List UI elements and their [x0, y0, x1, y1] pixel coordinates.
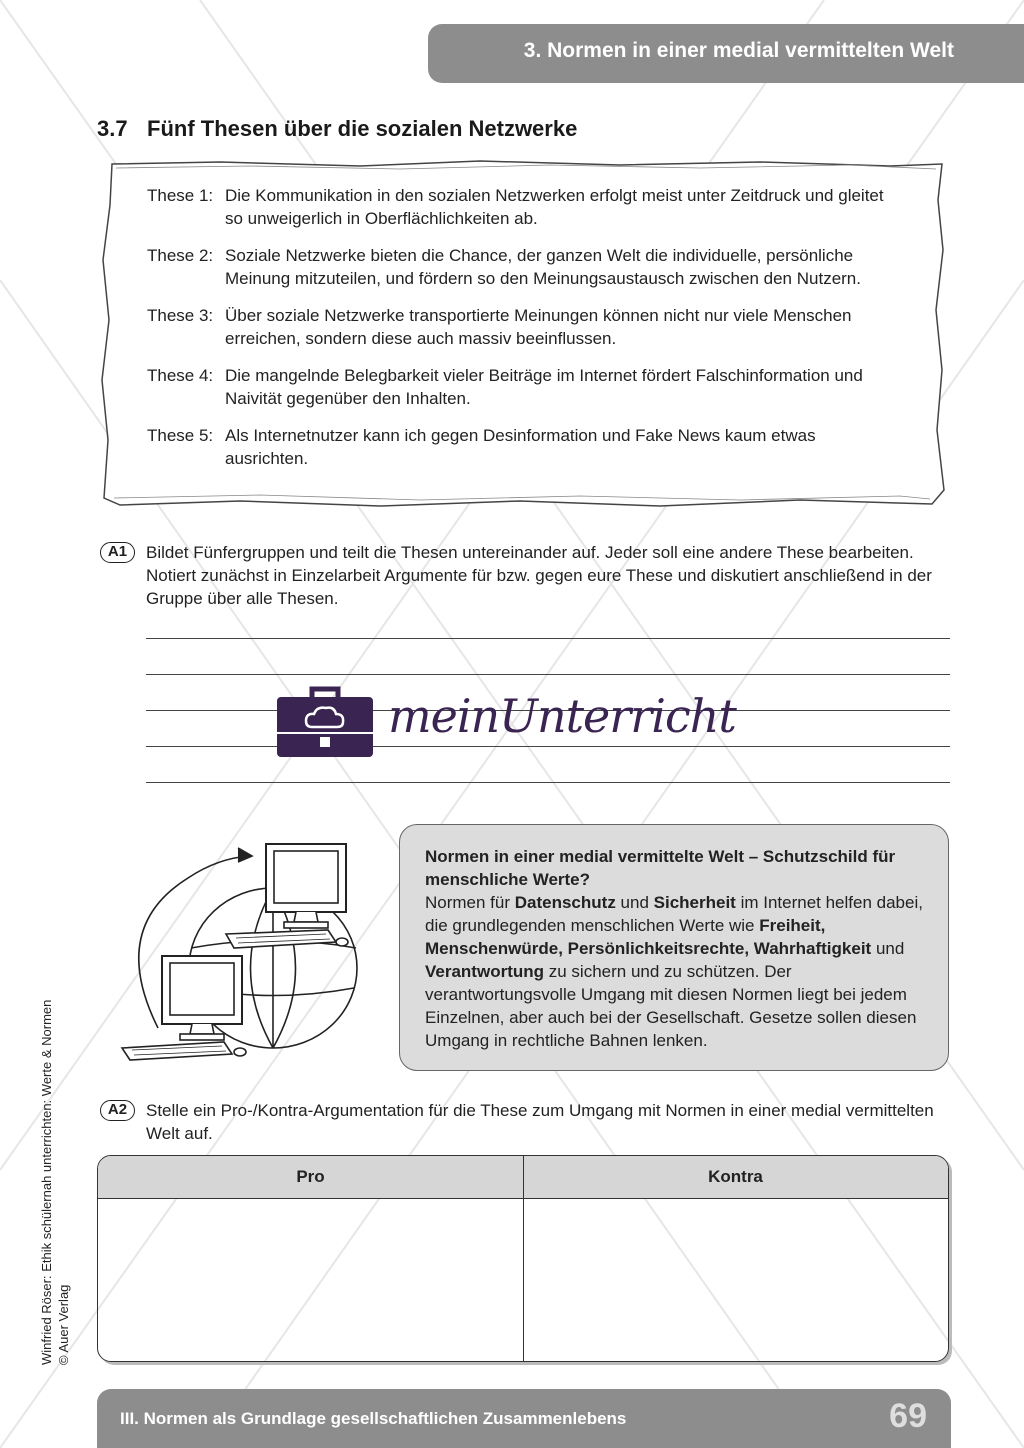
credit-publisher: © Auer Verlag [56, 1284, 71, 1365]
footer-text: III. Normen als Grundlage gesellschaftlichen Zusammenlebens [120, 1409, 627, 1428]
task-a1-badge: A1 [100, 542, 135, 563]
pro-cell[interactable] [98, 1199, 523, 1361]
info-text: und [871, 939, 905, 958]
writing-line[interactable] [146, 674, 950, 675]
these-text: Die mangelnde Belegbarkeit vieler Beiträge im Internet fördert Falschinformation und Naivität gegenüber den Inhalten. [225, 366, 863, 408]
info-bold: Verantwortung [425, 962, 545, 981]
these-item [147, 424, 887, 470]
info-text: zu sichern und zu schützen. Der verantwortungsvolle Umgang mit diesen Normen liegt bei jedem Einzelnen, aber auch bei der Gesellschaft. Gesetze sollen diesen Umgang in rechtliche Bahnen lenken. [425, 962, 917, 1050]
info-bold: Sicherheit [653, 893, 736, 912]
info-text: im Internet helfen dabei, die grundlegenden menschlichen Werte wie [425, 893, 923, 935]
these-item [147, 244, 887, 290]
theses-list [147, 184, 887, 484]
brand-logo [276, 685, 756, 760]
briefcase-cloud-icon [276, 685, 376, 760]
these-label: These 1: [147, 186, 214, 205]
these-text: Soziale Netzwerke bieten die Chance, der ganzen Welt die individuelle, persönliche Meinung mitzuteilen, und fördern so den Meinungsaustausch zwischen den Nutzern. [225, 246, 861, 288]
these-item [147, 184, 887, 230]
logo-text: meinUnterricht [388, 689, 736, 743]
info-bold: Datenschutz [514, 893, 616, 912]
section-title [97, 116, 577, 142]
pro-kontra-table [97, 1155, 949, 1362]
info-text: und [615, 893, 654, 912]
section-title-text: Fünf Thesen über die sozialen Netzwerke [147, 116, 578, 141]
writing-line[interactable] [146, 782, 950, 783]
chapter-header [428, 24, 1024, 83]
these-item [147, 364, 887, 410]
kontra-cell[interactable] [525, 1199, 948, 1361]
these-item [147, 304, 887, 350]
info-bold: Freiheit, Menschenwürde, Persönlichkeitsrechte, Wahrhaftigkeit [425, 916, 872, 958]
these-text: Über soziale Netzwerke transportierte Meinungen können nicht nur viele Menschen erreichen, sondern diese auch massiv beeinflussen. [225, 306, 852, 348]
these-label: These 5: [147, 426, 214, 445]
info-box-body [425, 891, 924, 1052]
footer-bar [97, 1389, 951, 1448]
column-header-pro: Pro [296, 1167, 325, 1186]
task-a1-text: Bildet Fünfergruppen und teilt die Thesen untereinander auf. Jeder soll eine andere These bearbeiten. Notiert zunächst in Einzelarbeit Argumente für bzw. gegen eure These und diskutiert anschließend in der Gruppe über alle Thesen. [146, 543, 932, 608]
side-credit [38, 1000, 72, 1365]
these-text: Als Internetnutzer kann ich gegen Desinformation und Fake News kaum etwas ausrichten. [225, 426, 816, 468]
column-divider [523, 1156, 524, 1361]
column-header-kontra: Kontra [708, 1167, 763, 1186]
task-a2-badge: A2 [100, 1100, 135, 1121]
credit-author: Winfried Röser: Ethik schülernah unterrichten: Werte & Normen [39, 999, 54, 1365]
info-box [399, 824, 949, 1071]
these-text: Die Kommunikation in den sozialen Netzwerken erfolgt meist unter Zeitdruck und gleitet so unweigerlich in Oberflächlichkeiten ab. [225, 186, 884, 228]
section-number: 3.7 [97, 116, 128, 141]
info-text: Normen für [425, 893, 515, 912]
writing-line[interactable] [146, 638, 950, 639]
theses-box [100, 160, 948, 508]
page-number: 69 [889, 1397, 927, 1435]
these-label: These 4: [147, 366, 214, 385]
these-label: These 3: [147, 306, 214, 325]
chapter-title: 3. Normen in einer medial vermittelten Welt [523, 39, 954, 62]
info-box-title: Normen in einer medial vermittelte Welt – Schutzschild für menschliche Werte? [425, 847, 896, 889]
these-label: These 2: [147, 246, 214, 265]
globe-computers-icon [118, 838, 368, 1068]
task-a2-text: Stelle ein Pro-/Kontra-Argumentation für die These zum Umgang mit Normen in einer medial vermittelten Welt auf. [146, 1101, 934, 1143]
